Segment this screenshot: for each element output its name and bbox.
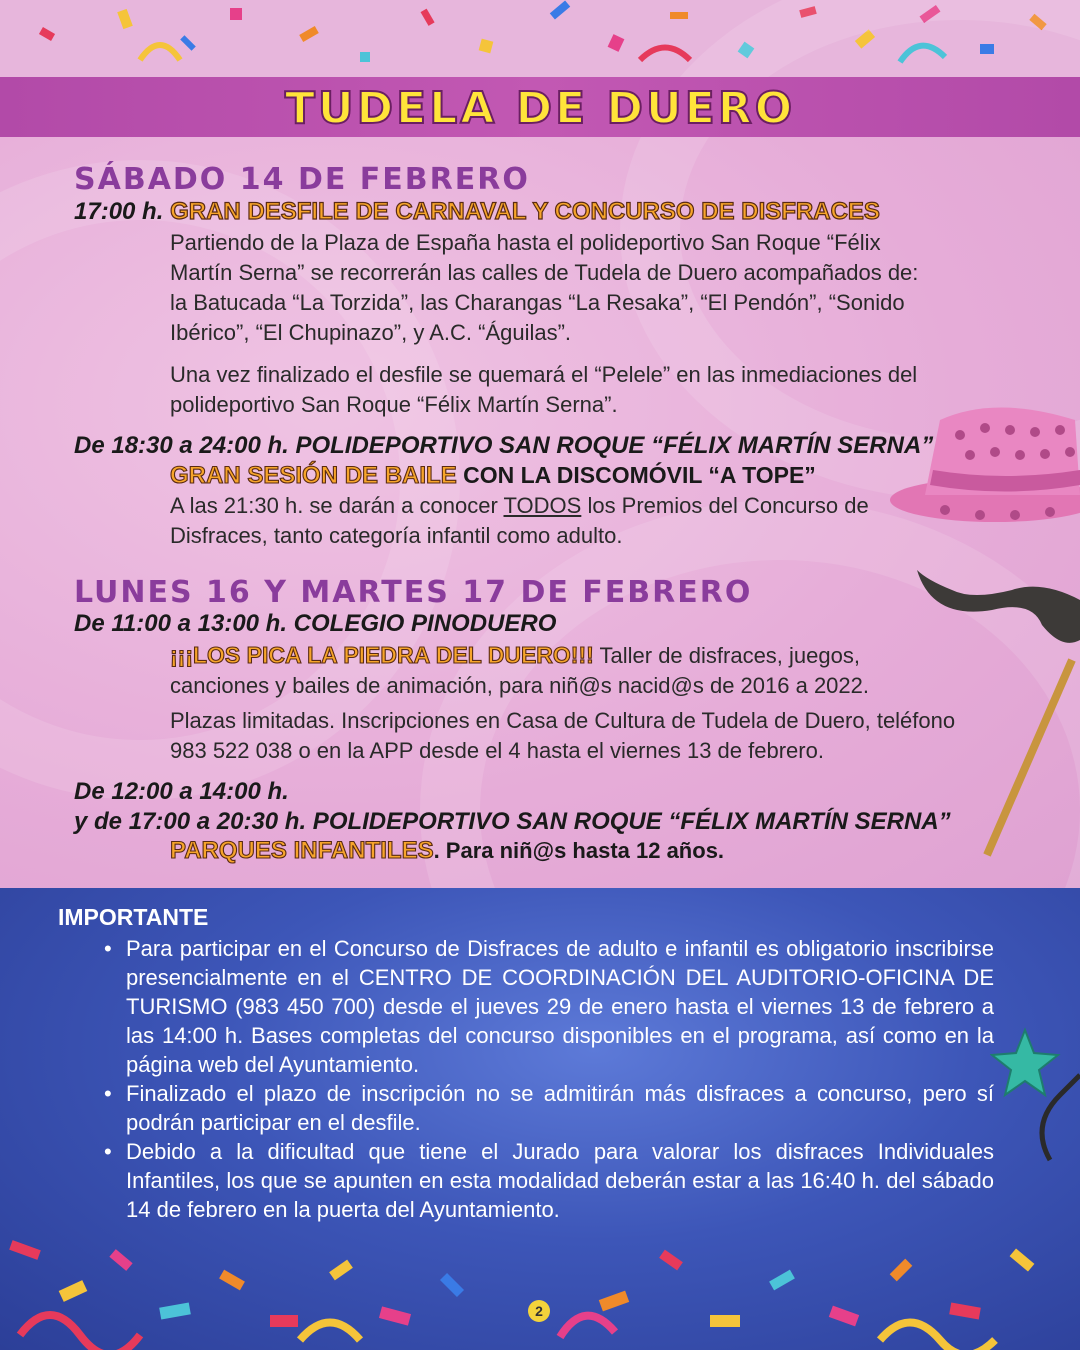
underlined-text: TODOS	[503, 493, 582, 518]
title-band	[0, 77, 1080, 137]
event-time-line	[74, 198, 880, 226]
text-span: los Premios del Concurso de	[581, 493, 869, 518]
text-line: canciones y bailes de animación, para niñ@s nacid@s de 2016 a 2022.	[170, 673, 869, 698]
mustache-prop-icon	[912, 560, 1080, 860]
event-title-line	[170, 640, 1005, 671]
text-line: Disfraces, tanto categoría infantil como adulto.	[170, 523, 623, 548]
event-subtitle: CON LA DISCOMÓVIL “A TOPE”	[456, 462, 816, 488]
event-time: De 12:00 a 14:00 h.	[74, 778, 289, 805]
event-parks-block	[170, 836, 1005, 866]
day-heading-monday-tuesday: LUNES 16 Y MARTES 17 DE FEBRERO	[74, 575, 753, 610]
text-line: la Batucada “La Torzida”, las Charangas “La Resaka”, “El Pendón”, “Sonido	[170, 290, 905, 315]
event-time-place: De 11:00 a 13:00 h. COLEGIO PINODUERO	[74, 610, 557, 637]
list-item	[104, 1137, 994, 1224]
text-line: Ibérico”, “El Chupinazo”, y A.C. “Águilas”.	[170, 320, 572, 345]
text-line: Martín Serna” se recorrerán las calles de Tudela de Duero acompañados de:	[170, 260, 919, 285]
event-title: GRAN DESFILE DE CARNAVAL Y CONCURSO DE DISFRACES	[170, 198, 880, 225]
text-line: Partiendo de la Plaza de España hasta el polideportivo San Roque “Félix	[170, 230, 881, 255]
text-line: Una vez finalizado el desfile se quemará el “Pelele” en las inmediaciones del	[170, 362, 918, 387]
page-number: 2	[528, 1300, 550, 1322]
event-registration-note	[170, 706, 1005, 766]
event-title: PARQUES INFANTILES	[170, 837, 434, 864]
text-span: A las 21:30 h. se darán a conocer	[170, 493, 504, 518]
bullet-icon: •	[104, 1081, 112, 1106]
event-dance-block	[170, 460, 1005, 551]
star-wand-icon	[990, 1025, 1080, 1165]
day-heading-saturday: SÁBADO 14 DE FEBRERO	[74, 162, 530, 197]
polka-dot-hat-icon	[885, 400, 1080, 530]
text-line: polideportivo San Roque “Félix Martín Serna”.	[170, 392, 618, 417]
event-description	[170, 228, 1005, 348]
list-item-text: Debido a la dificultad que tiene el Jurado para valorar los disfraces Individuales Infantiles, los que se apunten en esta modalidad deberán estar a las 16:40 h. del sábado 14 de febrero en la puerta del Ayuntamiento.	[126, 1139, 994, 1222]
event-time: 17:00 h.	[74, 198, 164, 225]
confetti-decoration	[0, 1225, 1080, 1350]
bullet-icon: •	[104, 1139, 112, 1164]
bullet-icon: •	[104, 936, 112, 961]
event-note	[170, 360, 1005, 420]
list-item-text: Finalizado el plazo de inscripción no se admitirán más disfraces a concurso, pero sí podrán participar en el desfile.	[126, 1081, 994, 1135]
important-heading: IMPORTANTE	[58, 904, 209, 930]
text-line	[170, 491, 1005, 521]
event-title-line	[170, 460, 1005, 491]
event-title: GRAN SESIÓN DE BAILE	[170, 462, 457, 489]
important-list	[104, 934, 994, 1224]
text-line: 983 522 038 o en la APP desde el 4 hasta el viernes 13 de febrero.	[170, 738, 824, 763]
event-subtitle: . Para niñ@s hasta 12 años.	[433, 838, 725, 863]
event-time-place: y de 17:00 a 20:30 h. POLIDEPORTIVO SAN ROQUE “FÉLIX MARTÍN SERNA”	[74, 808, 951, 835]
list-item	[104, 934, 994, 1079]
event-time-place: De 18:30 a 24:00 h. POLIDEPORTIVO SAN ROQUE “FÉLIX MARTÍN SERNA”	[74, 432, 934, 459]
list-item	[104, 1079, 994, 1137]
text-span: Taller de disfraces, juegos,	[593, 643, 860, 668]
event-title: ¡¡¡LOS PICA LA PIEDRA DEL DUERO!!!	[170, 642, 594, 668]
text-line: Plazas limitadas. Inscripciones en Casa de Cultura de Tudela de Duero, teléfono	[170, 708, 956, 733]
event-workshop-block	[170, 640, 1005, 701]
page-title: TUDELA DE DUERO	[284, 83, 796, 134]
list-item-text: Para participar en el Concurso de Disfraces de adulto e infantil es obligatorio inscribirse presencialmente en el CENTRO DE COORDINACIÓN DEL AUDITORIO-OFICINA DE TURISMO (983 450 700) desde el jueves 29 de enero hasta el viernes 13 de febrero a las 14:00 h. Bases completas del concurso disponibles en el programa, así como en la página web del Ayuntamiento.	[126, 936, 994, 1077]
